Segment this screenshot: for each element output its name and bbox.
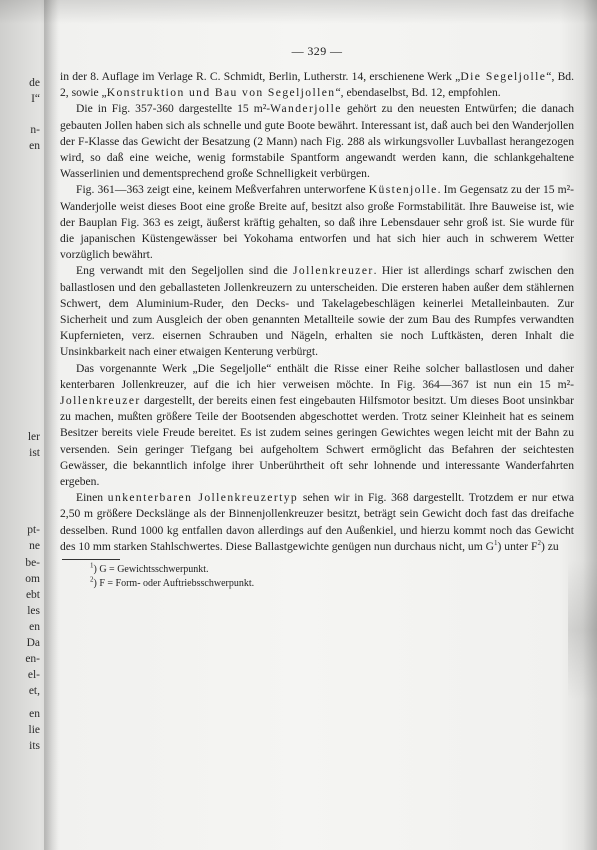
previous-page-fragment: I“ [31,93,40,105]
text-run: Einen [76,491,108,505]
previous-page-fragment: el- [27,669,40,681]
previous-page-fragment: en [29,621,40,633]
body-text [60,69,574,590]
spaced-emphasis: Jollenkreuzer [60,394,141,408]
previous-page-fragment: en- [25,653,40,665]
text-run: sehen wir in Fig. 368 dargestellt. Trotzdem er nur etwa 2,50 m größere Deckslänge als der Binnenjollenkreuzer besitzt, beträgt sein Gewicht doch fast das dreifache desselben. Rund 1000 kg entfallen davon allerdings auf den Außenkiel, und hierzu kommt noch das Gewicht des 10 mm starken Stahlschwertes. Diese Ballastgewichte genügen nun durchaus nicht, um G [60,491,574,553]
previous-page-fragment: ne [29,540,40,552]
right-edge-shadow [583,0,597,850]
page-number: — 329 — [291,44,343,58]
text-run: Eng verwandt mit den Segeljollen sind die [76,264,293,278]
text-run: “, ebendaselbst, Bd. 12, empfohlen. [335,86,501,100]
footnote-text: ) G = Gewichtsschwerpunkt. [93,564,209,576]
previous-page-margin [0,0,44,850]
book-gutter-shadow [44,0,58,850]
previous-page-fragment: en [29,708,40,720]
paragraph-2 [60,101,574,182]
previous-page-fragment: lie [28,724,40,736]
text-run: ) unter F [497,539,538,553]
footnote-mark: 1 [90,561,94,570]
previous-page-fragment: en [29,140,40,152]
top-shadow [0,0,597,24]
paragraph-5 [60,361,574,491]
footnote-rule [62,559,120,560]
previous-page-fragment: de [29,77,40,89]
spaced-emphasis: Küstenjolle [368,183,438,197]
paragraph-6 [60,490,574,555]
footnote-mark: 2 [90,575,94,584]
text-run: Die in Fig. 357-360 dargestellte 15 m²- [76,102,271,116]
previous-page-fragment: ist [29,447,40,459]
previous-page-fragment: pt- [27,524,40,536]
previous-page-fragment: ebt [25,589,40,601]
previous-page-fragment: et, [28,685,40,697]
previous-page-fragment: om [25,573,40,585]
paragraph-3 [60,182,574,263]
footnote-ref: 2 [537,539,541,548]
text-run: Das vorgenannte Werk „Die Segeljolle“ enthält die Risse einer Reihe solcher ballastlosen und daher kenterbaren Jollenkreuzer, auf die ich hier verweisen möchte. In Fig. 364—367 ist nun ein 15 m²- [60,361,574,391]
text-run: in der 8. Auflage im Verlage R. C. Schmidt, Berlin, Lutherstr. 14, erschienene Werk „ [60,70,461,83]
spaced-emphasis: Die Segeljolle [460,70,547,83]
text-run: gehört zu den neuesten Entwürfen; die danach gebauten Jollen haben sich als schnelle und gute Boote bewährt. Interessant ist, daß auch bei den Wanderjollen der F-Klasse das Gewicht der Besatzung (2 Mann) nach Fig. 288 als wirkungsvoller Luvballast herangezogen wird, so daß eine weiche, wenig formstabile Spantform angewandt werden kann, die schlankgehaltene Wasserlinien und dementsprechend große Schnelligkeit verbürgen. [60,102,574,181]
spaced-emphasis: Wanderjolle [270,102,342,116]
text-run: . Hier ist allerdings scharf zwischen den ballastlosen und den geballasteten Jollenkreuzern zu unterscheiden. Die ersteren haben außer dem stählernen Schwert, dem Aluminium-Ruder, den Decks- und Takelagebeschlägen keinerlei Metalleinbauten. Zur Sicherheit und zum Ausgleich der oben genannten Metallteile sowie der zum Bau des Rumpfes verwandten Kupfernieten, verz. eisernen Schrauben und Nägeln, erhalten sie noch Luftkästen, deren Inhalt die Unsinkbarkeit nach einer etwaigen Kenterung verbürgt. [60,264,574,359]
footnote-1 [60,563,574,577]
previous-page-fragment: be- [25,557,40,569]
text-run: “, Bd. 2, sowie „ [60,70,575,100]
previous-page-fragment: ler [27,431,40,443]
text-run: ) zu [540,539,559,553]
footnote-ref: 1 [494,539,498,548]
text-run: dargestellt, der bereits einen fest eingebauten Hilfsmotor besitzt. Um dieses Boot unsinkbar zu machen, mußten größere Teile der Bootsenden abgeschottet werden. Trotz seiner Kleinheit hat es seinem Besitzer bereits viele Freude bereitet. Es ist zudem seines geringen Gewichtes wegen leicht mit der Bahn zu versenden. Sein geringer Tiefgang bei aufgeholtem Schwert ermöglicht das Befahren der seichtesten Gewässer, die bekanntlich infolge ihrer Unberührtheit oft sehr lohnende und interessante Wanderfahrten ergeben. [60,394,574,489]
footnote-2 [60,577,574,591]
paragraph-4 [60,263,574,360]
spaced-emphasis: Jollenkreuzer [292,264,374,278]
previous-page-fragment: Da [26,637,40,649]
previous-page-fragment: its [29,740,40,752]
text-run: . Im Gegensatz zu der 15 m²-Wanderjolle weist dieses Boot eine große Breite auf, besitzt also große Formstabilität. Ihre Bauweise ist, wie der Bauplan Fig. 363 es zeigt, äußerst kräftig gehalten, so daß ihre Lebensdauer sehr groß ist. Sie wurde für die japanischen Küstengewässer bei Yokohama entworfen und hat sich hier auch in schwerem Wetter vorzüglich bewährt. [60,183,574,262]
footnote-text: ) F = Form- oder Auftriebsschwerpunkt. [93,577,255,589]
previous-page-fragment: les [27,605,40,617]
text-run: Fig. 361—363 zeigt eine, keinem Meßverfahren unterworfene [76,183,369,197]
spaced-emphasis: unkenterbaren Jollenkreuzertyp [107,491,299,505]
spaced-emphasis: Konstruktion und Bau von Segeljollen [106,86,336,100]
paragraph-1 [60,69,574,101]
previous-page-fragment: n- [30,124,40,136]
